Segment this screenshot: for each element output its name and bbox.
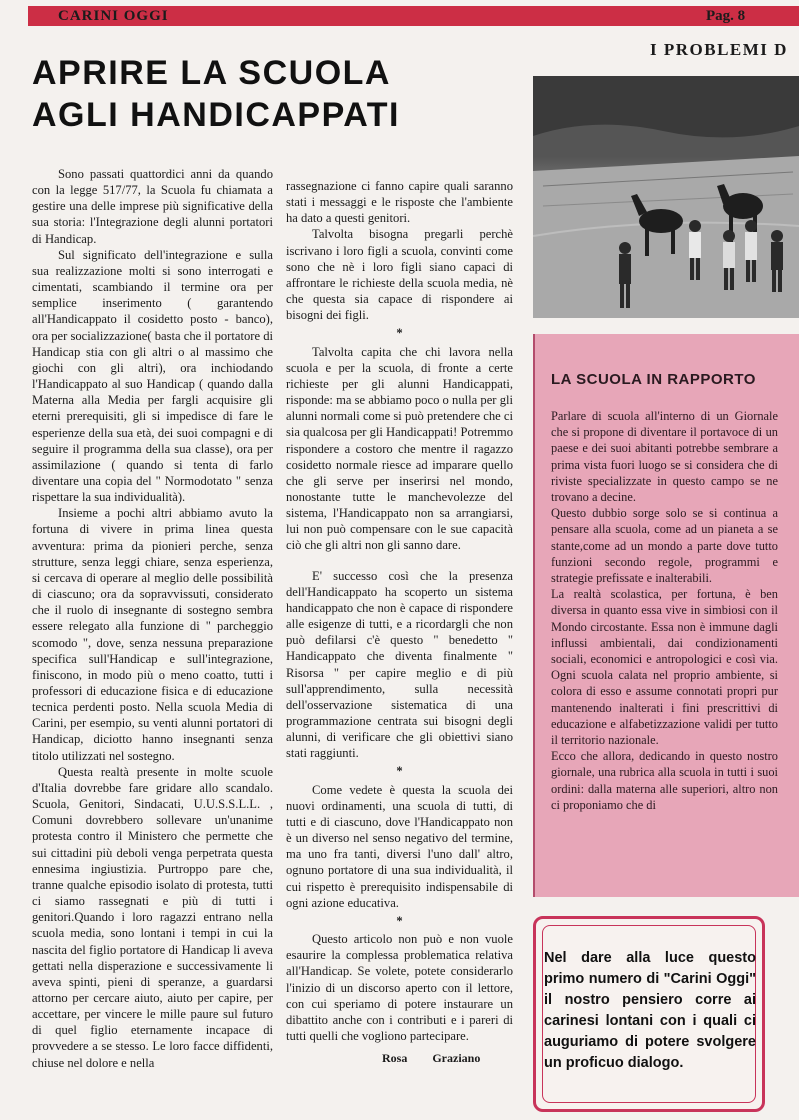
section-separator: * [396,326,403,341]
photo-illustration [533,76,799,318]
sidebar-paragraph: Parlare di scuola all'interno di un Giornale che si propone di diventare il portavoce di un paese e dei suoi abitanti potrebbe sembrare a prima vista fuori luogo se si considera che di riviste specializzate in questo campo se ne trovano a decine. [551,409,778,505]
page-number: Pag. 8 [706,8,746,24]
sidebar-title: LA SCUOLA IN RAPPORTO [551,371,756,388]
article-paragraph: E' successo così che la presenza dell'Handicappato ha scoperto un sistema handicappato che non è capace di rispondere alle esigenze di tutti, e a ricordargli che non può defilarsi c'è questo " benedetto " Handicappato che diventa finalmente " Risorsa " per capire meglio e di più sull'apprendimento, sulla necessità dell'osservazione sistematica di una programmazione centrata sui bisogni degli alunni, di verificare che gli obiettivi siano stati raggiunti. [286,568,513,761]
article-signature: Rosa Graziano [382,1051,481,1066]
section-separator: * [396,913,403,928]
sidebar-text [551,408,778,813]
article-paragraph: Talvolta capita che chi lavora nella scuola e per la scuola, di fronte a certe richieste per gli alunni Handicappati, risponde: ma se abbiamo poco o nulla per gli alunni normali come si può pretendere che ci sia qualcosa per gli Handicappati! Potremmo rispondere a costoro che mentre il ragazzo cosidetto normale riesce ad imparare quello che gli serve per inserirsi nel mondo, nonostante tutte le manchevolezze del sistema, l'Handicappato non sa arrangiarsi, lui non può compensare con le sue capacità ciò che gli altri non gli sanno dare. [286,344,513,553]
article-paragraph: Come vedete è questa la scuola dei nuovi ordinamenti, una scuola di tutti, di tutti e di ciascuno, dove l'Handicappato non è un diverso nel senso negativo del termine, ma uno fra tanti, diversi l'uno dall' altro, ognuno portatore di una sua individualità, il cui rispetto è prerequisito indispensabile di ogni azione educativa. [286,782,513,910]
article-paragraph: rassegnazione ci fanno capire quali saranno stati i messaggi e le risposte che l'ambiente ha dato a questi genitori. [286,179,513,226]
article-paragraph: Talvolta bisogna pregarli perchè iscrivano i loro figli a scuola, convinti come sono che nè i loro figli siano capaci di affrontare le richieste della scuola media, nè che questa sia capace di rispondere ai bisogni dei figli. [286,227,513,323]
sidebar-paragraph: Ecco che allora, dedicando in questo nostro giornale, una rubrica alla scuola in tutti i suoi ordini: dalla materna alle superiori, altro non ci proponiamo che di [551,749,778,812]
article-paragraph: Sul significato dell'integrazione e sulla sua realizzazione molti si sono interrogati e cimentati, scambiando il termine ora per semplice inserimento ( garantendo all'Handicappato il cosidetto posto - banco), ora per socializzazione( basta che il portatore di Handicap stia con gli altri o al massimo che giochi con gli altri), ora inchiodando l'Handicappato al suo Handicap ( quando dalla Materna alla Media per fargli acquisire gli eterni prerequisiti, gli si impedisce di fare le esperienze della sua età, dei suoi compagni e di seguire il programma della sua classe), ora per assimilazione ( quando si tenta di farlo diventare una copia del " Normodotato " senza rispettare la sua individualità). [32,247,273,505]
article-paragraph: Insieme a pochi altri abbiamo avuto la fortuna di vivere in prima linea questa avventura: prima da pionieri perche, senza strutture, senza leggi chiare, senza esperienza, si cercava di operare al meglio delle possibilità di ciascuno; ora da sopravvissuti, considerato che il ruolo di insegnante di sostegno sembra essere relegato alla funzione di " parcheggio scomodo ", dove, senza nessuna preparazione specifica sull'Handicap e sull'integrazione, finiscono, in modo più o meno coatto, tutti i professori di educazione fisica e di educazione tecnica perdenti posto. Nella scuola Media di Carini, per esempio, su venti alunni portatori di Handicap, diciotto hanno insegnanti senza titolo utilizzati nel sostegno. [32,506,273,763]
article-paragraph: Questo articolo non può e non vuole esaurire la complessa problematica relativa all'Handicap. Se volete, potete considerarlo l'inizio di un discorso aperto con il lettore, con cui speriamo di potere instaurare un dibattito anche con i contributi e i pareri di tutti quelli che vogliono partecipare. [286,932,513,1043]
article-column-1 [32,166,273,1071]
magazine-name: CARINI OGGI [58,8,169,24]
sidebar-paragraph: La realtà scolastica, per fortuna, è ben diversa in quanto essa vive in simbiosi con il Mondo circostante. Essa non è immune dagli influssi ambientali, dai condizionamenti sociali, economici e antropologici e così via. Ogni scuola calata nel proprio ambiente, si colora di esso e assume connotati propri pur mantenendo inalterati i fini prescrittivi di educazione e alfabetizzazione validi per tutto il territorio nazionale. [551,587,778,748]
article-paragraph: Questa realtà presente in molte scuole d'Italia dovrebbe fare gridare allo scandalo. Scuola, Genitori, Sindacati, U.U.S.S.L.L. , Comuni dovrebbero sollevare un'unanime protesta contro il Ministero che permette che sui cittadini più deboli venga perpetrata questa ennesima ingiustizia. Purtroppo pare che, tranne qualche episodio isolato di protesta, tutti ci siamo rassegnati e più di tutti i genitori.Quando i loro ragazzi entrano nella scuola media, sono lontani i tempi in cui la nascita del figlio portatore di Handicap li aveva gettati nella disperazione e successivamente li aveva spinti, pieni di speranze, a guardarsi attorno per cercare aiuto, aiuto per capire, per accettare, per vincere le mille paure sul futuro di quel figlio eternamente incapace di provvedere a se stesso. Le loro facce diffidenti, chiuse nel dolore e nella [32,764,273,1070]
section-separator: * [396,764,403,779]
section-title: I PROBLEMI D [650,40,788,59]
note-text: Nel dare alla luce questo primo numero di "Carini Oggi" il nostro pensiero corre ai carinesi lontani con i quali ci auguriamo di potere svolgere un proficuo dialogo. [544,950,756,1071]
headline-line-2: AGLI HANDICAPPATI [32,96,401,134]
sidebar-paragraph: Questo dubbio sorge solo se si continua a pensare alla scuola, come ad un pianeta a se stante,come ad un mondo a parte dove tutto funzioni secondo regole, programmi e strategie prefissate e inalterabili. [551,506,778,586]
headline-line-1: APRIRE LA SCUOLA [32,54,391,92]
article-paragraph: Sono passati quattordici anni da quando con la legge 517/77, la Scuola fu chiamata a gestire una delle imprese più significative della sua storia: l'Integrazione degli alunni portatori di Handicap. [32,167,273,246]
article-column-2 [286,178,513,1066]
headline [32,52,472,136]
photo-children-horses [533,76,799,318]
